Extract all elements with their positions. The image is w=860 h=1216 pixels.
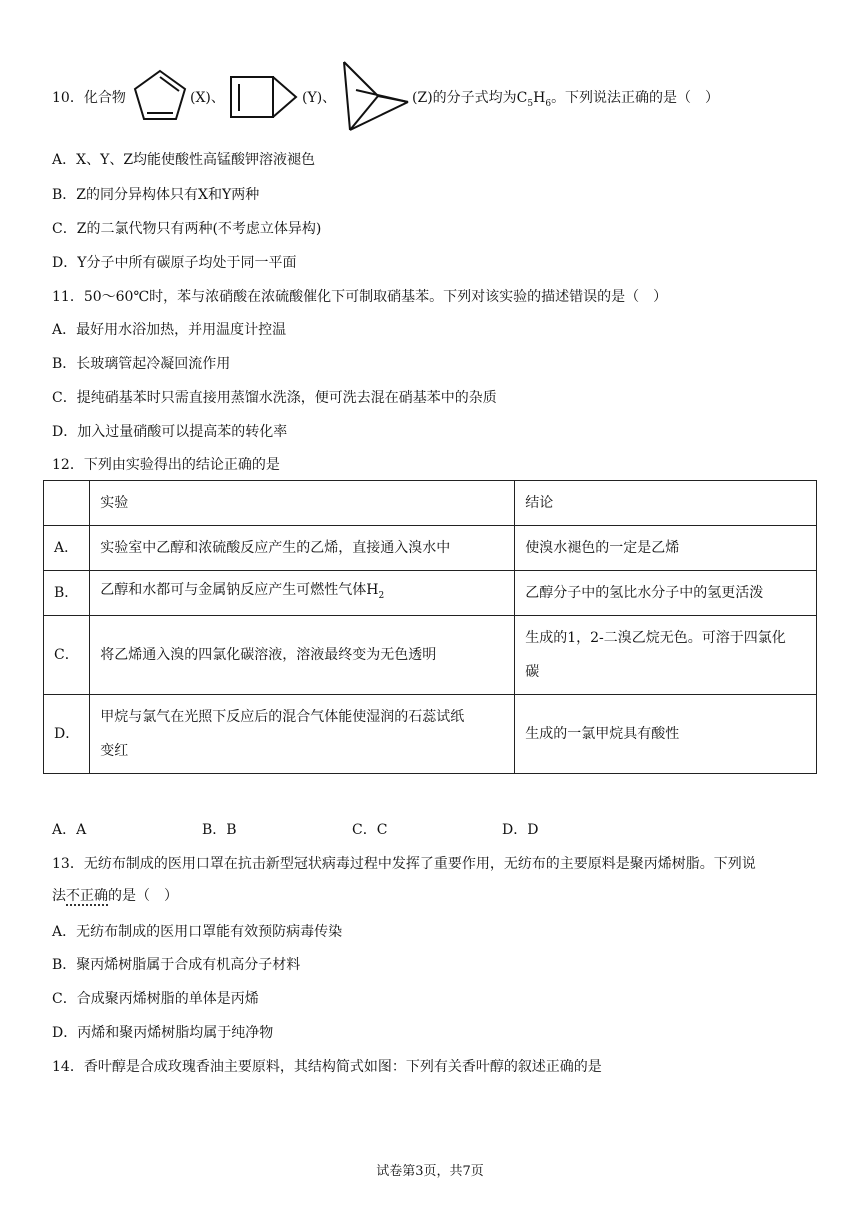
q12-answer-c: C．C (352, 822, 388, 838)
row-conclusion: 生成的一氯甲烷具有酸性 (515, 695, 817, 774)
row-conclusion: 使溴水褪色的一定是乙烯 (515, 526, 817, 571)
q10-y-label: (Y)、 (302, 90, 337, 106)
q13-option-c: C．合成聚丙烯树脂的单体是丙烯 (52, 991, 259, 1007)
molecule-x-structure (130, 66, 190, 126)
q13-option-d: D．丙烯和聚丙烯树脂均属于纯净物 (52, 1025, 274, 1041)
emphasis-dots: 不正确 (66, 888, 108, 904)
table-header-cell: 结论 (515, 481, 817, 526)
q12-answer-a: A．A (52, 822, 87, 838)
q12-table (43, 480, 817, 774)
row-label: A． (44, 526, 90, 571)
table-header-cell: 实验 (90, 481, 515, 526)
molecule-z-structure (338, 58, 412, 136)
row-conclusion: 乙醇分子中的氢比水分子中的氢更活泼 (515, 571, 817, 616)
page-footer: 试卷第3页，共7页 (376, 1164, 484, 1179)
q10-option-c: C．Z的二氯代物只有两种(不考虑立体异构) (52, 221, 322, 237)
q11-option-a: A．最好用水浴加热，并用温度计控温 (52, 322, 287, 338)
q10-x-label: (X)、 (190, 90, 225, 106)
q11-stem: 11．50～60℃时，苯与浓硝酸在浓硫酸催化下可制取硝基苯。下列对该实验的描述错误的是（ ） (52, 289, 668, 305)
q11-option-d: D．加入过量硝酸可以提高苯的转化率 (52, 424, 288, 440)
q10-option-a: A．X、Y、Z均能使酸性高锰酸钾溶液褪色 (52, 152, 316, 168)
table-header-row (44, 481, 817, 526)
q10-z-text: (Z)的分子式均为$C_5H_6$。下列说法正确的是（ ） (412, 90, 720, 109)
q12-stem: 12．下列由实验得出的结论正确的是 (52, 457, 280, 473)
table-row (44, 571, 817, 616)
q13-stem-line1: 13．无纺布制成的医用口罩在抗击新型冠状病毒过程中发挥了重要作用，无纺布的主要原料是聚丙烯树脂。下列说 (52, 856, 756, 872)
table-row (44, 695, 817, 774)
row-experiment: 将乙烯通入溴的四氯化碳溶液，溶液最终变为无色透明 (90, 616, 515, 695)
table-row (44, 616, 817, 695)
q10-stem (52, 88, 126, 108)
table-header-cell (44, 481, 90, 526)
table-row (44, 526, 817, 571)
q10-prefix: 10．化合物 (52, 90, 126, 106)
row-label: D． (44, 695, 90, 774)
q13-option-b: B．聚丙烯树脂属于合成有机高分子材料 (52, 957, 301, 973)
q12-answer-b: B．B (202, 822, 237, 838)
row-label: C． (44, 616, 90, 695)
row-experiment: 甲烷与氯气在光照下反应后的混合气体能使湿润的石蕊试纸 变红 (90, 695, 515, 774)
q11-option-b: B．长玻璃管起冷凝回流作用 (52, 356, 231, 372)
row-experiment: 乙醇和水都可与金属钠反应产生可燃性气体$H_2$ (90, 571, 515, 616)
q13-stem-line2: 法不正确的是（ ） (52, 888, 178, 904)
row-conclusion: 生成的1，2-二溴乙烷无色。可溶于四氯化 碳 (515, 616, 817, 695)
q10-option-d: D．Y分子中所有碳原子均处于同一平面 (52, 255, 297, 271)
q10-option-b: B．Z的同分异构体只有X和Y两种 (52, 187, 260, 203)
q11-option-c: C．提纯硝基苯时只需直接用蒸馏水洗涤，便可洗去混在硝基苯中的杂质 (52, 390, 497, 406)
row-experiment: 实验室中乙醇和浓硫酸反应产生的乙烯，直接通入溴水中 (90, 526, 515, 571)
q14-stem: 14．香叶醇是合成玫瑰香油主要原料，其结构简式如图：下列有关香叶醇的叙述正确的是 (52, 1059, 602, 1075)
q13-option-a: A．无纺布制成的医用口罩能有效预防病毒传染 (52, 924, 343, 940)
molecule-y-structure (228, 74, 300, 122)
row-label: B． (44, 571, 90, 616)
q12-answer-d: D．D (502, 822, 539, 838)
